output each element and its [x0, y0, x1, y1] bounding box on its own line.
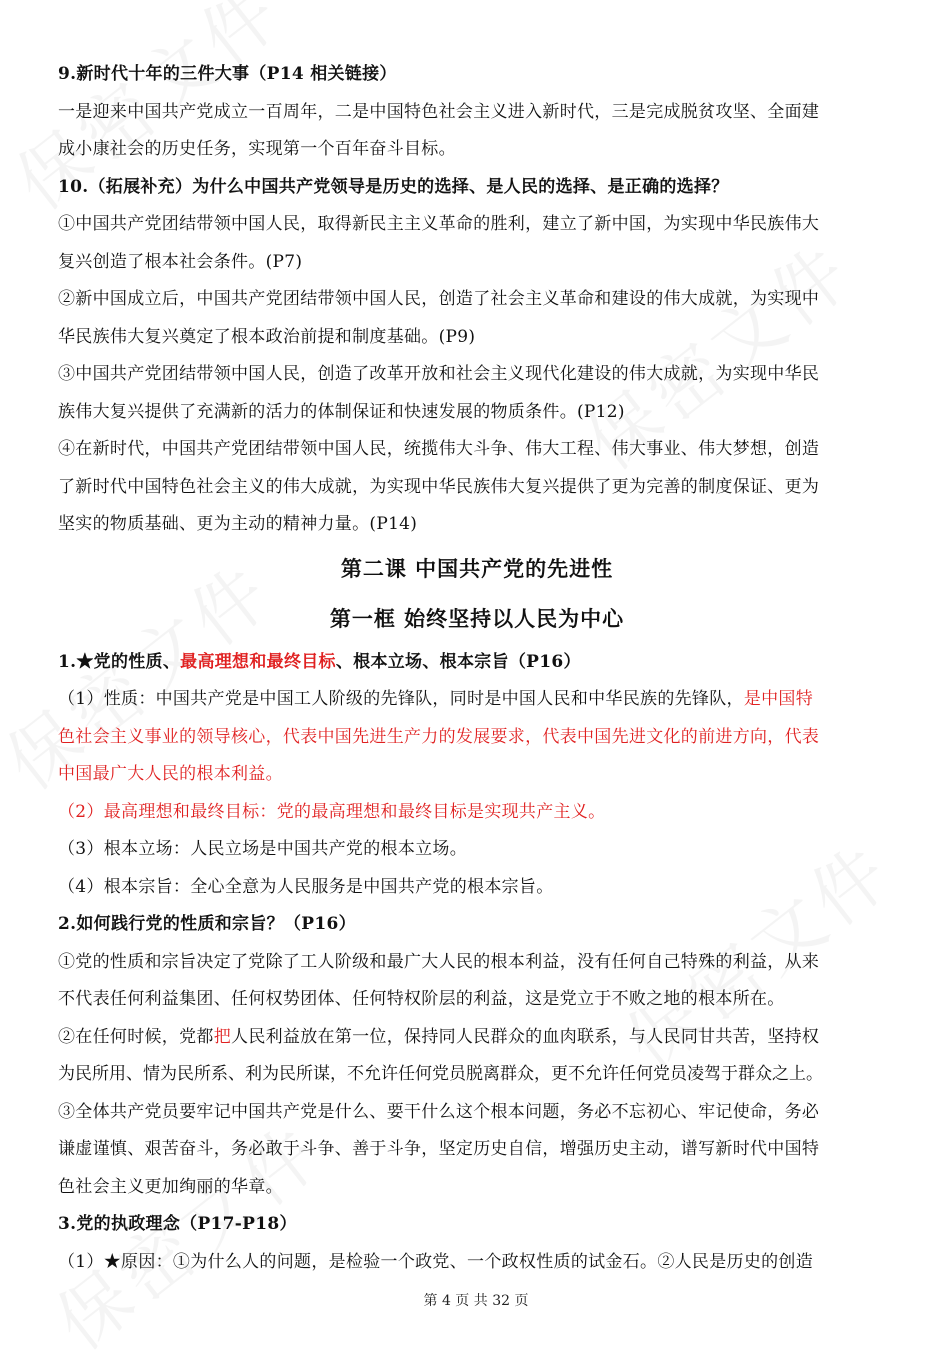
item-1-heading — [58, 644, 896, 682]
section-10-line: ④在新时代，中国共产党团结带领中国人民，统揽伟大斗争、伟大工程、伟大事业、伟大梦想，创造 — [58, 439, 820, 459]
section-10-line: ①中国共产党团结带领中国人民，取得新民主主义革命的胜利，建立了新中国，为实现中华民族伟大 — [58, 214, 820, 234]
section-10-line: ③中国共产党团结带领中国人民，创造了改革开放和社会主义现代化建设的伟大成就，为实现中华民 — [58, 364, 820, 384]
section-10-line: 族伟大复兴提供了充满新的活力的体制保证和快速发展的物质条件。(P12) — [58, 401, 625, 422]
section-10-line: ②新中国成立后，中国共产党团结带领中国人民，创造了社会主义革命和建设的伟大成就，为实现中 — [58, 289, 820, 309]
page-footer: 第 4 页 共 32 页 — [423, 1293, 529, 1309]
item-1-nature-line: 色社会主义事业的领导核心，代表中国先进生产力的发展要求，代表中国先进文化的前进方向，代表 — [58, 726, 820, 747]
highlighted-text: 把 — [213, 1026, 232, 1047]
lesson-title: 第二课 中国共产党的先进性 — [340, 556, 614, 581]
heading-text: 1.★党的性质、 — [58, 651, 181, 672]
highlighted-text: 是中国特 — [743, 689, 814, 709]
item-3-line: （1）★原因：①为什么人的问题，是检验一个政党、一个政权性质的试金石。②人民是历史的创造 — [58, 1251, 814, 1272]
item-2-line: 不代表任何利益集团、任何权势团体、任何特权阶层的利益，这是党立于不败之地的根本所在。 — [58, 989, 785, 1009]
frame-title: 第一框 始终坚持以人民为中心 — [329, 606, 625, 631]
section-9-line: 一是迎来中国共产党成立一百周年，二是中国特色社会主义进入新时代，三是完成脱贫攻坚、全面建 — [58, 101, 820, 122]
heading-text: 、根本立场、根本宗旨（P16） — [335, 651, 581, 672]
section-10-line: 华民族伟大复兴奠定了根本政治前提和制度基础。(P9) — [58, 326, 476, 347]
item-2-line: 为民所用、情为民所系、利为民所谋，不允许任何党员脱离群众，更不允许任何党员凌驾于群众之上。 — [58, 1064, 823, 1084]
item-1-nature-line: 中国最广大人民的根本利益。 — [58, 764, 283, 784]
section-10-line: 坚实的物质基础、更为主动的精神力量。(P14) — [58, 514, 418, 534]
item-2-line: 谦虚谨慎、艰苦奋斗，务必敢于斗争、善于斗争，坚定历史自信，增强历史主动，谱写新时代中国特 — [58, 1139, 820, 1159]
document-page — [58, 56, 896, 1281]
item-1-purpose-line: （4）根本宗旨：全心全意为人民服务是中国共产党的根本宗旨。 — [58, 876, 554, 897]
section-10-heading: 10.（拓展补充）为什么中国共产党领导是历史的选择、是人民的选择、是正确的选择？ — [58, 176, 729, 197]
body-text: （1）性质：中国共产党是中国工人阶级的先锋队，同时是中国人民和中华民族的先锋队， — [58, 689, 744, 709]
item-2-line — [58, 1019, 896, 1057]
item-3-heading: 3.党的执政理念（P17-P18） — [58, 1214, 297, 1234]
section-10-line: 复兴创造了根本社会条件。(P7) — [58, 251, 303, 272]
body-text: ②在任何时候，党都 — [58, 1026, 214, 1047]
section-10-line: 了新时代中国特色社会主义的伟大成就，为实现中华民族伟大复兴提供了更为完善的制度保证、更为 — [58, 476, 820, 497]
item-2-line: ③全体共产党员要牢记中国共产党是什么、要干什么这个根本问题，务必不忘初心、牢记使命，务必 — [58, 1101, 820, 1122]
item-1-stance-line: （3）根本立场：人民立场是中国共产党的根本立场。 — [58, 839, 468, 859]
body-text: 人民利益放在第一位，保持同人民群众的血肉联系，与人民同甘共苦，坚持权 — [231, 1026, 820, 1047]
item-2-heading: 2.如何践行党的性质和宗旨？（P16） — [58, 914, 356, 934]
item-2-line: ①党的性质和宗旨决定了党除了工人阶级和最广大人民的根本利益，没有任何自己特殊的利益，从来 — [58, 951, 820, 972]
item-2-line: 色社会主义更加绚丽的华章。 — [58, 1176, 283, 1197]
section-9-heading: 9.新时代十年的三件大事（P14 相关链接） — [58, 64, 397, 84]
highlighted-text: 最高理想和最终目标 — [180, 651, 336, 672]
item-1-ideal-line: （2）最高理想和最终目标：党的最高理想和最终目标是实现共产主义。 — [58, 801, 606, 822]
section-9-line: 成小康社会的历史任务，实现第一个百年奋斗目标。 — [58, 139, 456, 159]
item-1-nature-line — [58, 681, 896, 719]
